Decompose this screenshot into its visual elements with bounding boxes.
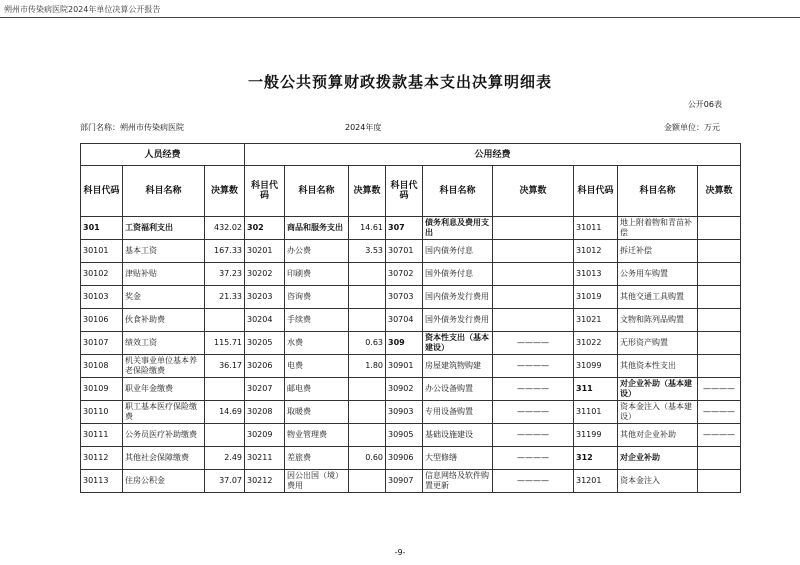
cell-amount [698, 263, 741, 286]
cell-amount [493, 240, 574, 263]
cell-code: 31022 [574, 332, 618, 355]
cell-name: 手续费 [285, 309, 349, 332]
cell-name: 公务用车购置 [618, 263, 698, 286]
cell-name: 物业管理费 [285, 424, 349, 447]
cell-name: 津贴补贴 [123, 263, 205, 286]
cell-amount: ———— [493, 355, 574, 378]
cell-code: 312 [574, 447, 618, 470]
cell-code: 31099 [574, 355, 618, 378]
form-number: 公开06表 [687, 100, 722, 109]
cell-name: 债务利息及费用支出 [423, 217, 493, 240]
cell-code: 30703 [386, 286, 423, 309]
cell-amount: 36.17 [205, 355, 245, 378]
cell-name: 职业年金缴费 [123, 378, 205, 401]
cell-code: 309 [386, 332, 423, 355]
cell-code: 31012 [574, 240, 618, 263]
cell-code: 30207 [245, 378, 285, 401]
cell-code: 30905 [386, 424, 423, 447]
table-row [81, 217, 741, 240]
cell-code: 301 [81, 217, 123, 240]
cell-code: 30202 [245, 263, 285, 286]
cell-name: 取暖费 [285, 401, 349, 424]
cell-code: 30907 [386, 470, 423, 493]
table-row [81, 286, 741, 309]
cell-code: 30903 [386, 401, 423, 424]
cell-amount: 2.49 [205, 447, 245, 470]
cell-name: 奖金 [123, 286, 205, 309]
cell-code: 30101 [81, 240, 123, 263]
cell-code: 30110 [81, 401, 123, 424]
cell-amount [349, 263, 386, 286]
cell-name: 咨询费 [285, 286, 349, 309]
cell-code: 31199 [574, 424, 618, 447]
page-title: 一般公共预算财政拨款基本支出决算明细表 [247, 73, 552, 91]
cell-amount [349, 309, 386, 332]
cell-name: 其他交通工具购置 [618, 286, 698, 309]
table-row [81, 332, 741, 355]
cell-amount [349, 378, 386, 401]
cell-name: 职工基本医疗保险缴费 [123, 401, 205, 424]
cell-name: 国内债务付息 [423, 240, 493, 263]
cell-amount: 0.63 [349, 332, 386, 355]
cell-name: 差旅费 [285, 447, 349, 470]
cell-amount: ———— [493, 378, 574, 401]
cell-code: 302 [245, 217, 285, 240]
table-row [81, 240, 741, 263]
cell-code: 31101 [574, 401, 618, 424]
cell-amount: 3.53 [349, 240, 386, 263]
cell-code: 31021 [574, 309, 618, 332]
col-name: 科目名称 [618, 166, 698, 217]
cell-name: 工资福利支出 [123, 217, 205, 240]
cell-name: 机关事业单位基本养老保险缴费 [123, 355, 205, 378]
cell-amount [493, 286, 574, 309]
col-code: 科目代码 [245, 166, 285, 217]
cell-amount: ———— [698, 378, 741, 401]
cell-name: 电费 [285, 355, 349, 378]
cell-amount [349, 424, 386, 447]
cell-amount [205, 378, 245, 401]
cell-code: 30204 [245, 309, 285, 332]
cell-code: 307 [386, 217, 423, 240]
cell-name: 因公出国（境）费用 [285, 470, 349, 493]
fiscal-year: 2024年度 [345, 123, 382, 132]
cell-name: 对企业补助 [618, 447, 698, 470]
col-amount: 决算数 [349, 166, 386, 217]
cell-code: 30206 [245, 355, 285, 378]
cell-name: 信息网络及软件购置更新 [423, 470, 493, 493]
expenditure-table [80, 143, 741, 493]
cell-name: 文物和陈列品购置 [618, 309, 698, 332]
cell-amount [698, 447, 741, 470]
cell-amount [698, 309, 741, 332]
cell-amount [205, 309, 245, 332]
cell-code: 30211 [245, 447, 285, 470]
column-header-row [81, 166, 741, 217]
cell-code: 30212 [245, 470, 285, 493]
group-header-row [81, 144, 741, 166]
header-divider [0, 17, 800, 18]
cell-amount: 14.69 [205, 401, 245, 424]
cell-code: 311 [574, 378, 618, 401]
cell-amount [493, 263, 574, 286]
cell-name: 国内债务发行费用 [423, 286, 493, 309]
col-amount: 决算数 [205, 166, 245, 217]
cell-name: 办公费 [285, 240, 349, 263]
cell-amount [698, 332, 741, 355]
cell-code: 30205 [245, 332, 285, 355]
cell-amount [349, 401, 386, 424]
cell-code: 31201 [574, 470, 618, 493]
cell-name: 专用设备购置 [423, 401, 493, 424]
table-row [81, 401, 741, 424]
cell-code: 30103 [81, 286, 123, 309]
running-header: 朔州市传染病医院2024年单位决算公开报告 [4, 5, 161, 14]
cell-name: 地上附着物和青苗补偿 [618, 217, 698, 240]
cell-amount: ———— [493, 447, 574, 470]
page-number: -9- [394, 548, 406, 557]
table-row [81, 378, 741, 401]
cell-amount: 37.07 [205, 470, 245, 493]
cell-code: 30902 [386, 378, 423, 401]
cell-name: 伙食补助费 [123, 309, 205, 332]
cell-amount: 1.80 [349, 355, 386, 378]
cell-code: 30111 [81, 424, 123, 447]
cell-amount [698, 355, 741, 378]
department-label: 部门名称：朔州市传染病医院 [80, 123, 184, 132]
cell-code: 30906 [386, 447, 423, 470]
cell-code: 30203 [245, 286, 285, 309]
cell-amount: ———— [493, 470, 574, 493]
cell-amount: ———— [493, 424, 574, 447]
cell-amount [205, 424, 245, 447]
cell-name: 国外债务付息 [423, 263, 493, 286]
col-amount: 决算数 [493, 166, 574, 217]
cell-name: 印刷费 [285, 263, 349, 286]
cell-code: 31011 [574, 217, 618, 240]
cell-name: 资本金注入（基本建设） [618, 401, 698, 424]
cell-code: 30106 [81, 309, 123, 332]
col-name: 科目名称 [423, 166, 493, 217]
cell-name: 国外债务发行费用 [423, 309, 493, 332]
cell-amount [698, 240, 741, 263]
col-code: 科目代码 [386, 166, 423, 217]
cell-amount [493, 217, 574, 240]
group-personnel: 人员经费 [81, 144, 245, 166]
cell-amount: ———— [493, 401, 574, 424]
cell-name: 大型修缮 [423, 447, 493, 470]
table-row [81, 424, 741, 447]
cell-name: 住房公积金 [123, 470, 205, 493]
cell-amount: ———— [698, 424, 741, 447]
cell-amount [698, 217, 741, 240]
cell-amount: 21.33 [205, 286, 245, 309]
cell-code: 30209 [245, 424, 285, 447]
cell-amount: 167.33 [205, 240, 245, 263]
cell-amount: 432.02 [205, 217, 245, 240]
cell-amount: 0.60 [349, 447, 386, 470]
cell-amount [349, 470, 386, 493]
cell-name: 拆迁补偿 [618, 240, 698, 263]
cell-amount [493, 309, 574, 332]
cell-amount: ———— [493, 332, 574, 355]
cell-name: 其他对企业补助 [618, 424, 698, 447]
cell-name: 对企业补助（基本建设） [618, 378, 698, 401]
table-row [81, 447, 741, 470]
cell-name: 无形资产购置 [618, 332, 698, 355]
cell-code: 30704 [386, 309, 423, 332]
group-public: 公用经费 [245, 144, 741, 166]
cell-code: 31019 [574, 286, 618, 309]
cell-code: 30702 [386, 263, 423, 286]
col-name: 科目名称 [285, 166, 349, 217]
table-row [81, 470, 741, 493]
table-row [81, 309, 741, 332]
col-code: 科目代码 [81, 166, 123, 217]
col-name: 科目名称 [123, 166, 205, 217]
cell-amount [349, 286, 386, 309]
cell-code: 30113 [81, 470, 123, 493]
cell-name: 资本性支出（基本建设） [423, 332, 493, 355]
cell-name: 其他社会保障缴费 [123, 447, 205, 470]
cell-name: 基本工资 [123, 240, 205, 263]
cell-amount [698, 286, 741, 309]
cell-name: 办公设备购置 [423, 378, 493, 401]
cell-amount: 115.71 [205, 332, 245, 355]
cell-code: 30201 [245, 240, 285, 263]
cell-code: 30701 [386, 240, 423, 263]
cell-name: 基础设施建设 [423, 424, 493, 447]
cell-amount: ———— [698, 401, 741, 424]
cell-name: 其他资本性支出 [618, 355, 698, 378]
cell-name: 资本金注入 [618, 470, 698, 493]
table-row [81, 263, 741, 286]
cell-name: 绩效工资 [123, 332, 205, 355]
cell-amount [698, 470, 741, 493]
cell-code: 30208 [245, 401, 285, 424]
cell-amount: 37.23 [205, 263, 245, 286]
cell-code: 30901 [386, 355, 423, 378]
cell-code: 30107 [81, 332, 123, 355]
cell-code: 30108 [81, 355, 123, 378]
col-amount: 决算数 [698, 166, 741, 217]
cell-name: 商品和服务支出 [285, 217, 349, 240]
cell-code: 30109 [81, 378, 123, 401]
table-row [81, 355, 741, 378]
cell-amount: 14.61 [349, 217, 386, 240]
cell-name: 邮电费 [285, 378, 349, 401]
cell-code: 30112 [81, 447, 123, 470]
cell-name: 房屋建筑物购建 [423, 355, 493, 378]
cell-code: 31013 [574, 263, 618, 286]
cell-name: 公务员医疗补助缴费 [123, 424, 205, 447]
cell-code: 30102 [81, 263, 123, 286]
cell-name: 水费 [285, 332, 349, 355]
amount-unit: 金额单位：万元 [664, 123, 720, 132]
col-code: 科目代码 [574, 166, 618, 217]
